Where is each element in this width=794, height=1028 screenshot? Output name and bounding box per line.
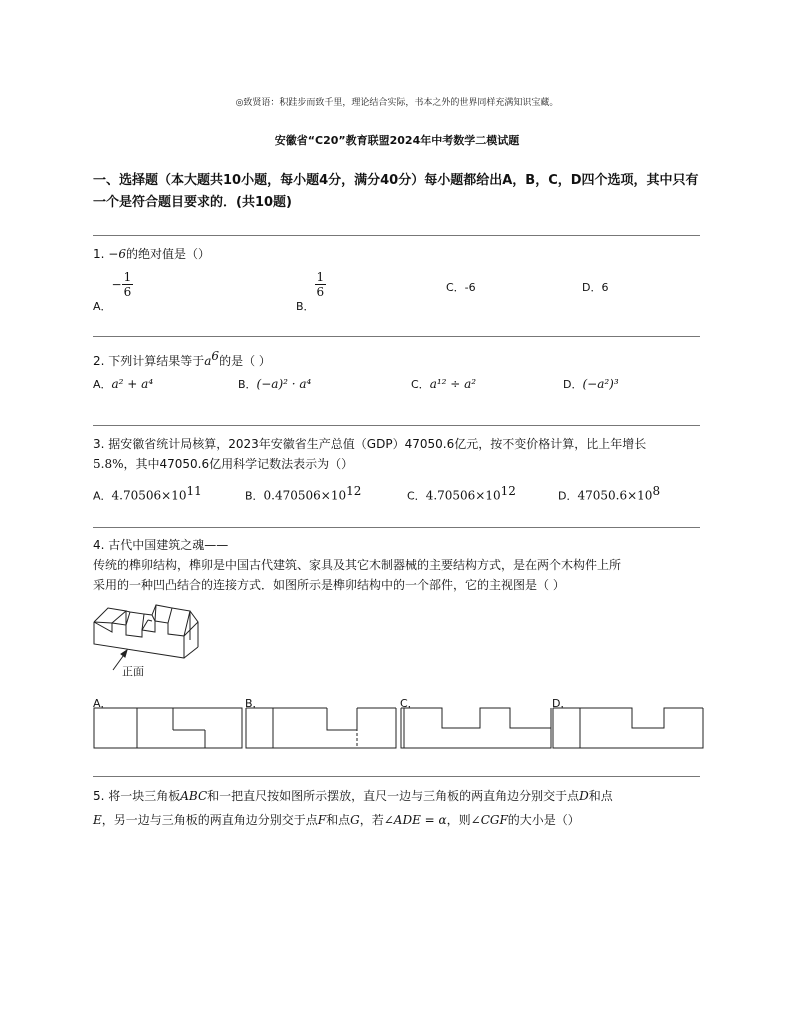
divider — [93, 425, 700, 426]
q1-option-c[interactable]: C．-6 — [446, 281, 476, 294]
q4-option-c-label[interactable]: C． — [400, 697, 419, 710]
q2-option-b[interactable]: B．(−a)² · a⁴ — [238, 377, 312, 391]
q4-option-b-view[interactable] — [245, 706, 397, 750]
mortise-tenon-figure — [90, 600, 200, 680]
q2-option-a[interactable]: A．a² + a⁴ — [93, 377, 154, 391]
question-2-stem: 2. 下列计算结果等于$a^6$的是（ ） — [93, 349, 271, 368]
q2-option-d[interactable]: D．(−a²)³ — [563, 377, 619, 391]
q4-option-c-view[interactable] — [400, 706, 552, 750]
q1-option-a[interactable]: A．− $\frac{1}{6}$ — [93, 270, 132, 313]
divider — [93, 336, 700, 337]
math-expr: −6 — [108, 247, 126, 261]
q3-option-d[interactable]: D．$47050.6\times 10^8$ — [558, 484, 661, 503]
question-4-stem: 4. 古代中国建筑之魂—— 传统的榫卯结构，榫卯是中国古代建筑、家具及其它木制器械的主要结构方式，是在两个木构件上所 采用的一种凹凸结合的连接方式．如图所示是榫卯结构中的一个部件，它的主视图是（ ） — [93, 538, 622, 592]
q2-option-c[interactable]: C．a¹² ÷ a² — [411, 377, 477, 391]
front-label: 正面 — [122, 665, 144, 678]
q4-option-a-label[interactable]: A． — [93, 697, 112, 710]
q4-option-a-view[interactable] — [93, 706, 243, 750]
q1-option-b[interactable]: B． $\frac{1}{6}$ — [296, 270, 325, 313]
question-5-stem: 5. 将一块三角板ABC和一把直尺按如图所示摆放，直尺一边与三角板的两直角边分别交于点D和点 E，另一边与三角板的两直角边分别交于点F和点G，若∠ADE = α，则∠CGF的大小是（） — [93, 789, 613, 827]
q4-option-d-label[interactable]: D． — [552, 697, 572, 710]
q1-option-d[interactable]: D．6 — [582, 281, 609, 294]
divider — [93, 235, 700, 236]
fraction: $\frac{1}{6}$ — [316, 270, 325, 299]
question-1-stem: 1. −6的绝对值是（） — [93, 247, 210, 261]
q3-option-c[interactable]: C．$4.70506\times 10^{12}$ — [407, 484, 516, 503]
section-header: 一、选择题（本大题共10小题，每小题4分，满分40分）每小题都给出A，B，C，D四个选项，其中只有一个是符合题目要求的．(共10题) — [93, 173, 699, 210]
q4-option-d-view[interactable] — [552, 706, 704, 750]
q3-option-b[interactable]: B．$0.470506\times 10^{12}$ — [245, 484, 362, 503]
q3-option-a[interactable]: A．$4.70506\times 10^{11}$ — [93, 484, 202, 503]
q4-option-b-label[interactable]: B． — [245, 697, 264, 710]
question-3-stem: 3. 据安徽省统计局核算，2023年安徽省生产总值（GDP）47050.6亿元，按不变价格计算，比上年增长 5.8%，其中47050.6亿用科学记数法表示为（） — [93, 437, 647, 471]
divider — [93, 776, 700, 777]
motto-line: ◎致贤语：积跬步而致千里，理论结合实际，书本之外的世界同样充满知识宝藏。 — [235, 98, 559, 108]
fraction: $\frac{1}{6}$ — [123, 270, 132, 299]
divider — [93, 527, 700, 528]
page-title: 安徽省“C20”教育联盟2024年中考数学二模试题 — [274, 134, 520, 147]
